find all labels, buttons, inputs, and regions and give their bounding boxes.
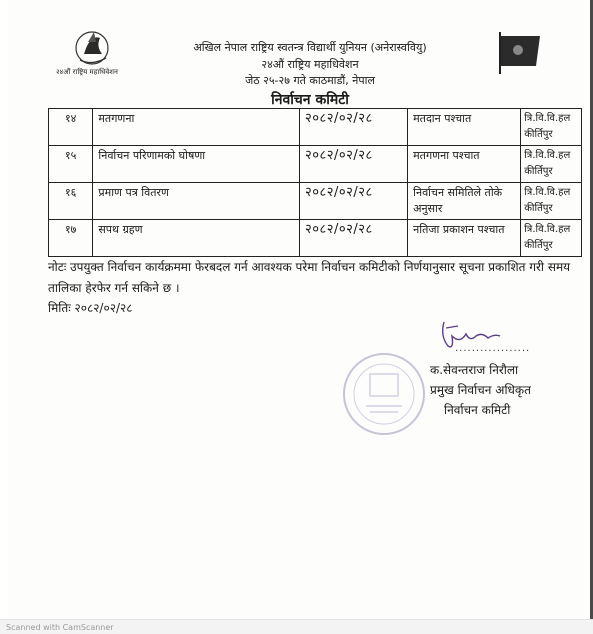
signatory-block [430,360,570,420]
schedule-table [48,108,582,257]
signatory-position: प्रमुख निर्वाचन अधिकृत [430,383,531,397]
table-row [49,183,582,220]
signatory-committee: निर्वाचन कमिटी [444,403,511,417]
row-number: १४ [49,109,93,146]
program-name: सपथ ग्रहण [93,220,300,257]
table-row [49,109,582,146]
program-name: निर्वाचन परिणामको घोषणा [93,146,300,183]
program-time: निर्वाचन समितिले तोके अनुसार [408,183,521,220]
party-flag-icon [496,30,544,76]
program-name: प्रमाण पत्र वितरण [93,183,300,220]
program-date: २०८२/०२/२८ [299,183,407,220]
program-venue: त्रि.वि.वि.हल कीर्तिपुर [521,146,582,183]
program-name: मतगणना [93,109,300,146]
scanner-watermark: Scanned with CamScanner [6,623,114,632]
program-time: मतगणना पश्चात [408,146,521,183]
scanner-footer [0,619,593,634]
notice-note: नोटः उपयुक्त निर्वाचन कार्यक्रममा फेरबदल गर्न आवश्यक परेमा निर्वाचन कमिटीको निर्णयानुसार सूचना प्रकाशित गरी समय तालिका हेरफेर गर्न सकिने छ । [48,260,571,295]
row-number: १५ [49,146,93,183]
table-row [49,146,582,183]
program-date: २०८२/०२/२८ [299,220,407,257]
date-place: जेठ २५-२७ गते काठमाडौं, नेपाल [245,74,375,87]
committee-title: निर्वाचन कमिटी [271,92,349,108]
program-date: २०८२/०२/२८ [299,109,407,146]
official-stamp-icon [340,350,428,438]
org-name: अखिल नेपाल राष्ट्रिय स्वतन्त्र विद्यार्थी युनियन (अनेरास्ववियु) [193,41,427,54]
program-date: २०८२/०२/२८ [299,146,407,183]
row-number: १७ [49,220,93,257]
program-venue: त्रि.वि.वि.हल कीर्तिपुर [521,109,582,146]
logo-caption: २४औं राष्ट्रिय महाधिवेशन [56,68,118,76]
program-venue: त्रि.वि.वि.हल कीर्तिपुर [521,220,582,257]
table-row [49,220,582,257]
program-time: मतदान पश्चात [408,109,521,146]
program-venue: त्रि.वि.वि.हल कीर्तिपुर [521,183,582,220]
row-number: १६ [49,183,93,220]
notice-date: मितिः २०८२/०२/२८ [48,301,133,315]
signatory-name: क.सेवन्तराज निरौला [430,363,519,377]
program-time: नतिजा प्रकाशन पश्चात [408,220,521,257]
convention-title: २४औं राष्ट्रिय महाधिवेशन [261,58,359,71]
signature-line: .................. [455,343,531,354]
